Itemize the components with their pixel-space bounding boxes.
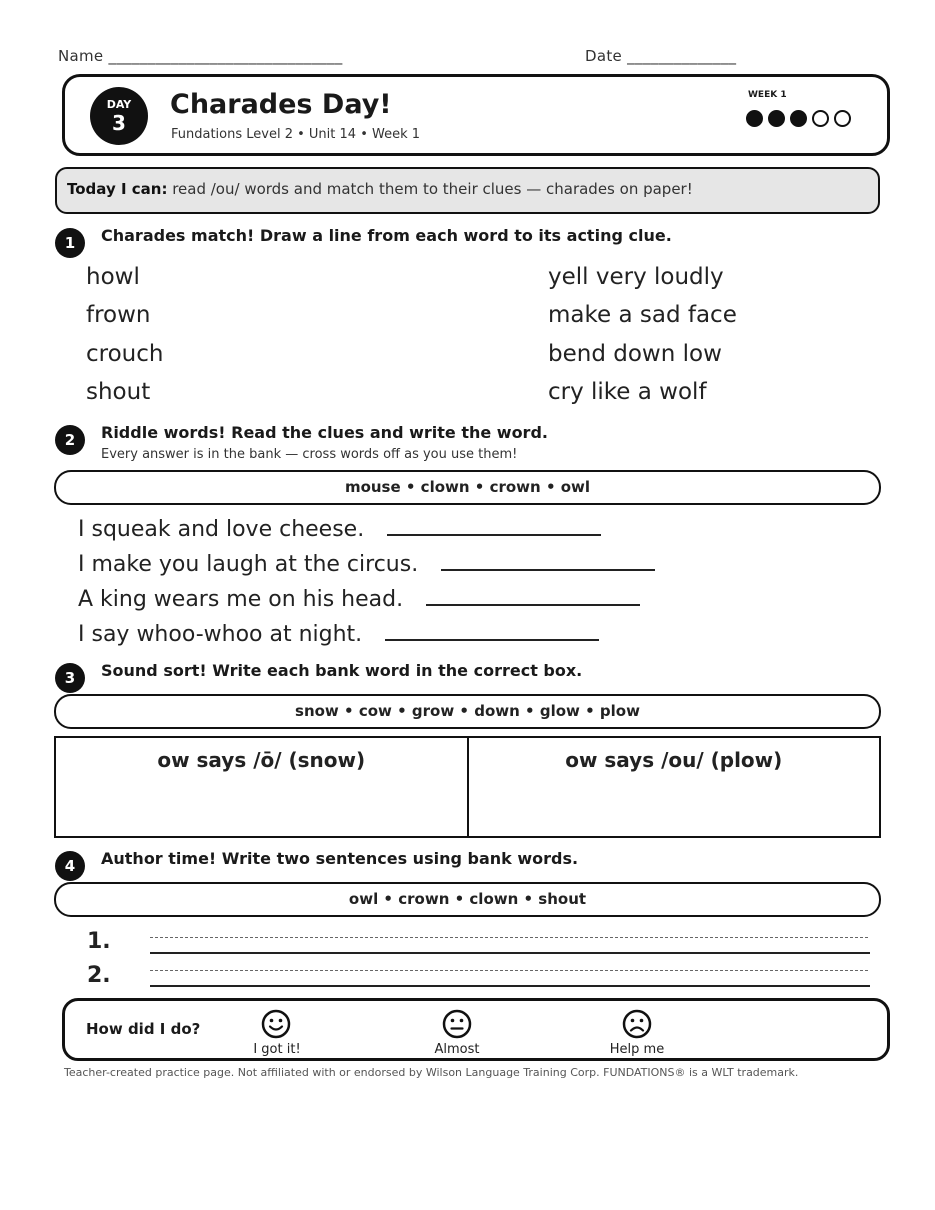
match-clue[interactable]: yell very loudly: [548, 264, 724, 290]
date-field-label[interactable]: Date ______________: [585, 47, 737, 65]
sort-header: ow says /ou/ (plow): [565, 748, 783, 772]
sentence-number: 2.: [87, 963, 111, 988]
day-number: 3: [112, 111, 126, 135]
answer-blank[interactable]: [426, 586, 640, 606]
match-word[interactable]: shout: [86, 379, 151, 405]
face-label: Help me: [609, 1042, 665, 1057]
progress-dot-2: [768, 110, 785, 127]
sentence-number: 1.: [87, 929, 111, 954]
name-field-label[interactable]: Name ______________________________: [58, 47, 343, 65]
section-2-instruction: Riddle words! Read the clues and write the word.: [101, 423, 548, 442]
progress-dot-4: [812, 110, 829, 127]
goal-statement: [67, 180, 693, 198]
section-1-instruction: Charades match! Draw a line from each word to its acting clue.: [101, 226, 672, 245]
section-4-number: 4: [55, 851, 85, 881]
sort-box-ou[interactable]: [467, 738, 880, 836]
page-subtitle: Fundations Level 2 • Unit 14 • Week 1: [171, 127, 421, 142]
writing-midline: [150, 970, 868, 971]
day-label: DAY: [106, 98, 132, 111]
riddle-row: [78, 621, 599, 647]
riddle-row: [78, 586, 640, 612]
answer-blank[interactable]: [385, 621, 599, 641]
progress-dots: [746, 110, 851, 127]
progress-dot-1: [746, 110, 763, 127]
match-clue[interactable]: make a sad face: [548, 302, 737, 328]
writing-line[interactable]: [150, 985, 870, 987]
match-word[interactable]: crouch: [86, 341, 164, 367]
section-3-instruction: Sound sort! Write each bank word in the correct box.: [101, 661, 583, 680]
happy-face-icon[interactable]: [261, 1009, 291, 1043]
writing-midline: [150, 937, 868, 938]
match-word[interactable]: frown: [86, 302, 151, 328]
face-label: I got it!: [253, 1042, 301, 1057]
section-3-number: 3: [55, 663, 85, 693]
goal-lead: Today I can:: [67, 180, 168, 198]
progress-dot-5: [834, 110, 851, 127]
sort-header: ow says /ō/ (snow): [157, 748, 366, 772]
match-word[interactable]: howl: [86, 264, 140, 290]
progress-dot-3: [790, 110, 807, 127]
section-2-subinstruction: Every answer is in the bank — cross words off as you use them!: [101, 447, 518, 462]
answer-blank[interactable]: [387, 516, 601, 536]
sort-box-long-o[interactable]: [56, 738, 467, 836]
riddle-text: I make you laugh at the circus.: [78, 552, 419, 577]
section-4-instruction: Author time! Write two sentences using bank words.: [101, 849, 579, 868]
day-badge: [90, 87, 148, 145]
match-clue[interactable]: cry like a wolf: [548, 379, 707, 405]
section-2-number: 2: [55, 425, 85, 455]
riddle-row: [78, 516, 601, 542]
word-bank-3: snow • cow • grow • down • glow • plow: [54, 694, 881, 729]
answer-blank[interactable]: [441, 551, 655, 571]
section-1-number: 1: [55, 228, 85, 258]
page-title: Charades Day!: [170, 89, 392, 120]
footer-disclaimer: Teacher-created practice page. Not affiliated with or endorsed by Wilson Language Training Corp. FUNDATIONS® is a WLT trademark.: [64, 1066, 799, 1079]
riddle-row: [78, 551, 655, 577]
goal-text: read /ou/ words and match them to their clues — charades on paper!: [167, 180, 693, 198]
neutral-face-icon[interactable]: [442, 1009, 472, 1043]
riddle-text: I squeak and love cheese.: [78, 517, 365, 542]
riddle-text: A king wears me on his head.: [78, 587, 404, 612]
word-bank-2: mouse • clown • crown • owl: [54, 470, 881, 505]
writing-line[interactable]: [150, 952, 870, 954]
riddle-text: I say whoo-whoo at night.: [78, 622, 363, 647]
face-label: Almost: [434, 1042, 480, 1057]
sad-face-icon[interactable]: [622, 1009, 652, 1043]
reflection-question: How did I do?: [86, 1020, 201, 1038]
sound-sort-table: [54, 736, 881, 838]
week-label: WEEK 1: [748, 90, 787, 100]
word-bank-4: owl • crown • clown • shout: [54, 882, 881, 917]
match-clue[interactable]: bend down low: [548, 341, 722, 367]
